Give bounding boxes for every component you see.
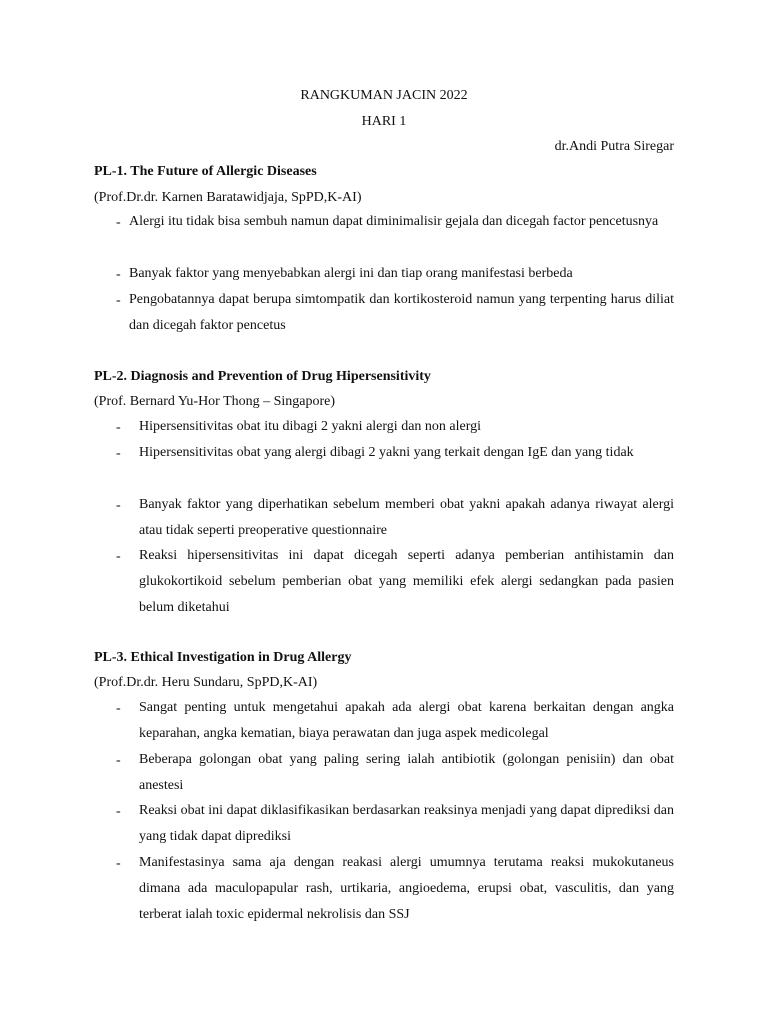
section-speaker: (Prof.Dr.dr. Heru Sundaru, SpPD,K-AI)	[94, 675, 318, 690]
bullet-marker: -	[116, 701, 121, 716]
list-item: Hipersensitivitas obat yang alergi dibagi 2 yakni yang terkait dengan IgE dan yang tidak	[139, 445, 634, 460]
section-heading: PL-1. The Future of Allergic Diseases	[94, 164, 317, 179]
list-item: Hipersensitivitas obat itu dibagi 2 yakni alergi dan non alergi	[139, 419, 482, 434]
bullet-marker: -	[116, 753, 121, 768]
list-item: Sangat penting untuk mengetahui apakah ada alergi obat karena berkaitan dengan angka keparahan, angka kematian, biaya perawatan dan juga aspek medicolegal	[139, 700, 674, 741]
section-heading: PL-3. Ethical Investigation in Drug Allergy	[94, 650, 352, 665]
list-item: Alergi itu tidak bisa sembuh namun dapat diminimalisir gejala dan dicegah factor pencetusnya	[129, 214, 659, 229]
bullet-marker: -	[116, 446, 121, 461]
list-item: Reaksi hipersensitivitas ini dapat dicegah seperti adanya pemberian antihistamin dan glukokortikoid sebelum pemberian obat yang memiliki efek alergi sedangkan pada pasien belum diketahui	[139, 548, 674, 615]
bullet-marker: -	[116, 267, 121, 282]
bullet-marker: -	[116, 549, 121, 564]
bullet-marker: -	[116, 293, 121, 308]
section-speaker: (Prof. Bernard Yu-Hor Thong – Singapore)	[94, 394, 336, 409]
document-subtitle: HARI 1	[361, 114, 407, 129]
list-item: Reaksi obat ini dapat diklasifikasikan berdasarkan reaksinya menjadi yang dapat diprediksi dan yang tidak dapat diprediksi	[139, 803, 674, 844]
list-item: Banyak faktor yang diperhatikan sebelum memberi obat yakni apakah adanya riwayat alergi atau tidak seperti preoperative questionnaire	[139, 497, 674, 538]
bullet-marker: -	[116, 856, 121, 871]
bullet-marker: -	[116, 804, 121, 819]
list-item: Banyak faktor yang menyebabkan alergi ini dan tiap orang manifestasi berbeda	[129, 266, 573, 281]
section-speaker: (Prof.Dr.dr. Karnen Baratawidjaja, SpPD,K-AI)	[94, 190, 362, 205]
section-heading: PL-2. Diagnosis and Prevention of Drug Hipersensitivity	[94, 369, 431, 384]
bullet-marker: -	[116, 498, 121, 513]
list-item: Pengobatannya dapat berupa simtompatik dan kortikosteroid namun yang terpenting harus diliat dan dicegah faktor pencetus	[129, 292, 674, 333]
bullet-marker: -	[116, 215, 121, 230]
document-author: dr.Andi Putra Siregar	[554, 139, 674, 154]
list-item: Manifestasinya sama aja dengan reakasi alergi umumnya terutama reaksi mukokutaneus dimana ada maculopapular rash, urtikaria, angioedema, erupsi obat, vasculitis, dan yang terberat ialah toxic epidermal nekrolisis dan SSJ	[139, 855, 674, 922]
document-title: RANGKUMAN JACIN 2022	[300, 88, 468, 103]
list-item: Beberapa golongan obat yang paling sering ialah antibiotik (golongan penisiin) dan obat anestesi	[139, 752, 674, 793]
bullet-marker: -	[116, 420, 121, 435]
